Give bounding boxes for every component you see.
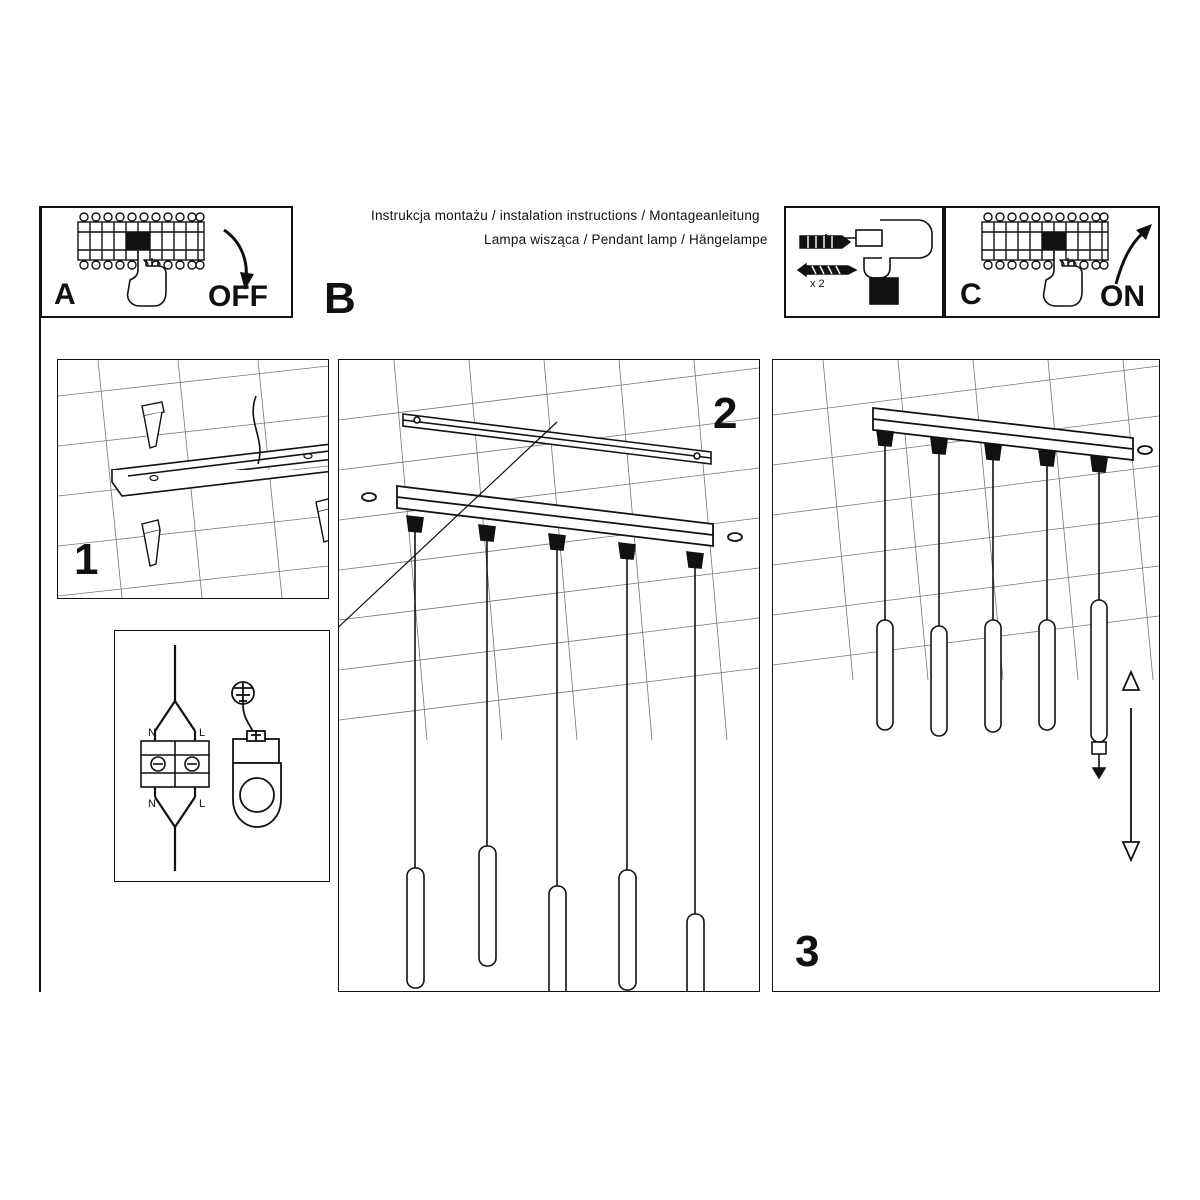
svg-text:N: N [148, 798, 156, 810]
wiring-detail-box [114, 630, 330, 882]
step-2-number: 2 [713, 389, 738, 438]
step-3-number: 3 [795, 927, 820, 976]
step-c-letter: C [960, 278, 982, 311]
step-3-graphic [773, 360, 1159, 991]
step-a-action-label: OFF [208, 280, 268, 313]
step-1-box [57, 359, 329, 599]
step-2-graphic [339, 360, 759, 991]
step-b-letter: B [324, 274, 356, 323]
step-1-graphic [58, 360, 328, 598]
step-2-box [338, 359, 760, 992]
document-title-line2: Lampa wisząca / Pendant lamp / Hängelampe [484, 232, 768, 247]
step-3-box [772, 359, 1160, 992]
tools-graphic [786, 208, 942, 316]
tools-quantity: x 2 [810, 278, 825, 290]
document-title-line1: Instrukcja montażu / instalation instructions / Montageanleitung [371, 208, 760, 223]
step-a-letter: A [54, 278, 76, 311]
step-1-number: 1 [74, 535, 99, 584]
tools-box [784, 206, 944, 318]
svg-text:L: L [199, 798, 206, 810]
step-c-action-label: ON [1100, 280, 1145, 313]
svg-text:N: N [148, 727, 156, 739]
step-a-box [40, 206, 293, 318]
wiring-graphic [115, 631, 329, 881]
step-c-box [944, 206, 1160, 318]
svg-text:L: L [199, 727, 206, 739]
